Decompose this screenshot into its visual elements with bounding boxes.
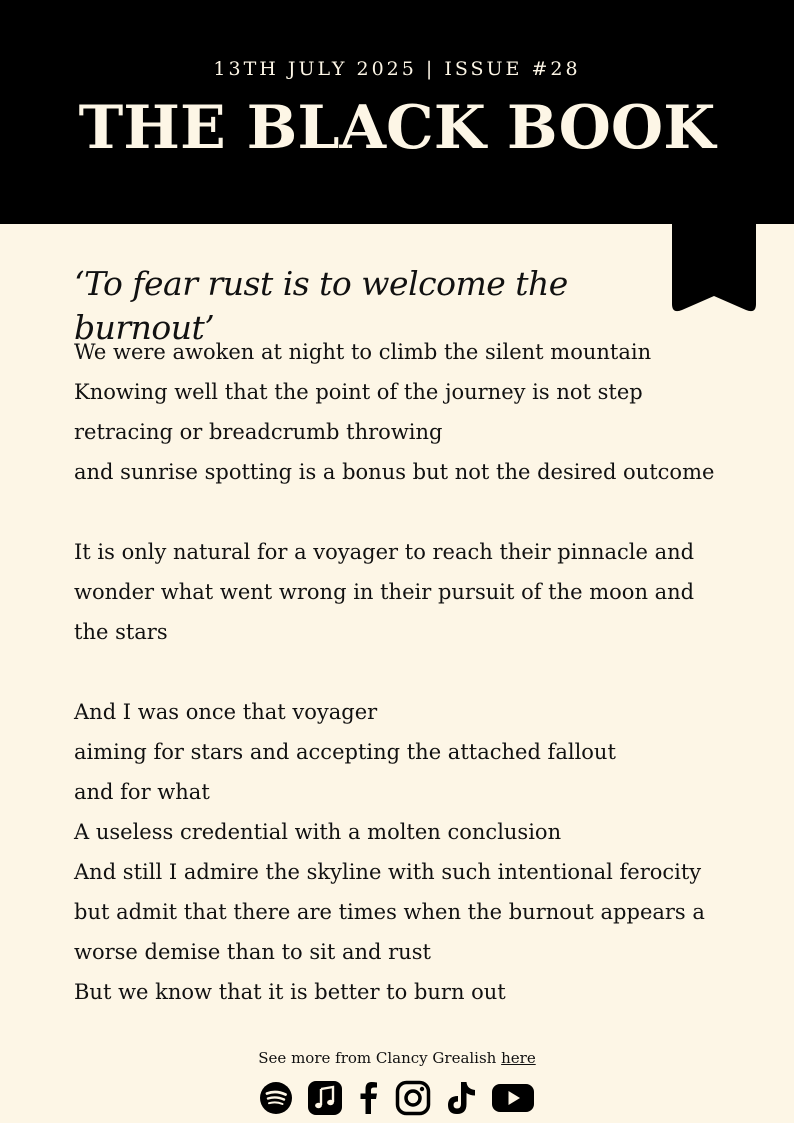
tiktok-icon[interactable] [445, 1080, 477, 1116]
poem-body [74, 332, 724, 1012]
bookmark-ribbon-icon [672, 222, 756, 314]
poem-line: We were awoken at night to climb the silent mountain [74, 340, 652, 364]
poem-line: A useless credential with a molten conclusion [74, 820, 562, 844]
poem-line: retracing or breadcrumb throwing [74, 420, 443, 444]
instagram-icon[interactable] [395, 1080, 431, 1116]
masthead [0, 0, 794, 224]
newsletter-title: THE BLACK BOOK [78, 93, 716, 163]
stanza-break [74, 492, 724, 532]
youtube-icon[interactable] [491, 1082, 535, 1114]
poem-line: And still I admire the skyline with such intentional ferocity [74, 860, 702, 884]
poem-line: Knowing well that the point of the journey is not step [74, 380, 643, 404]
social-links [0, 1080, 794, 1116]
poem-line: And I was once that voyager [74, 700, 378, 724]
here-link[interactable]: here [501, 1049, 536, 1067]
poem-line: aiming for stars and accepting the attached fallout [74, 740, 616, 764]
poem-line: and sunrise spotting is a bonus but not the desired outcome [74, 460, 715, 484]
facebook-icon[interactable] [357, 1081, 381, 1115]
poem-line: But we know that it is better to burn out [74, 980, 506, 1004]
poem-line: wonder what went wrong in their pursuit of the moon and [74, 580, 695, 604]
poem-title: ‘To fear rust is to welcome the burnout’ [74, 264, 568, 347]
apple-music-icon[interactable] [307, 1080, 343, 1116]
poem-line: worse demise than to sit and rust [74, 940, 431, 964]
spotify-icon[interactable] [259, 1081, 293, 1115]
footer-prefix: See more from Clancy Grealish [258, 1049, 497, 1067]
poem-line: and for what [74, 780, 210, 804]
stanza-break [74, 652, 724, 692]
poem-line: but admit that there are times when the burnout appears a [74, 900, 705, 924]
poem-line: the stars [74, 620, 168, 644]
footer-credit [0, 1048, 794, 1068]
poem-line: It is only natural for a voyager to reach their pinnacle and [74, 540, 695, 564]
issue-date-line: 13TH JULY 2025 | ISSUE #28 [213, 58, 581, 80]
